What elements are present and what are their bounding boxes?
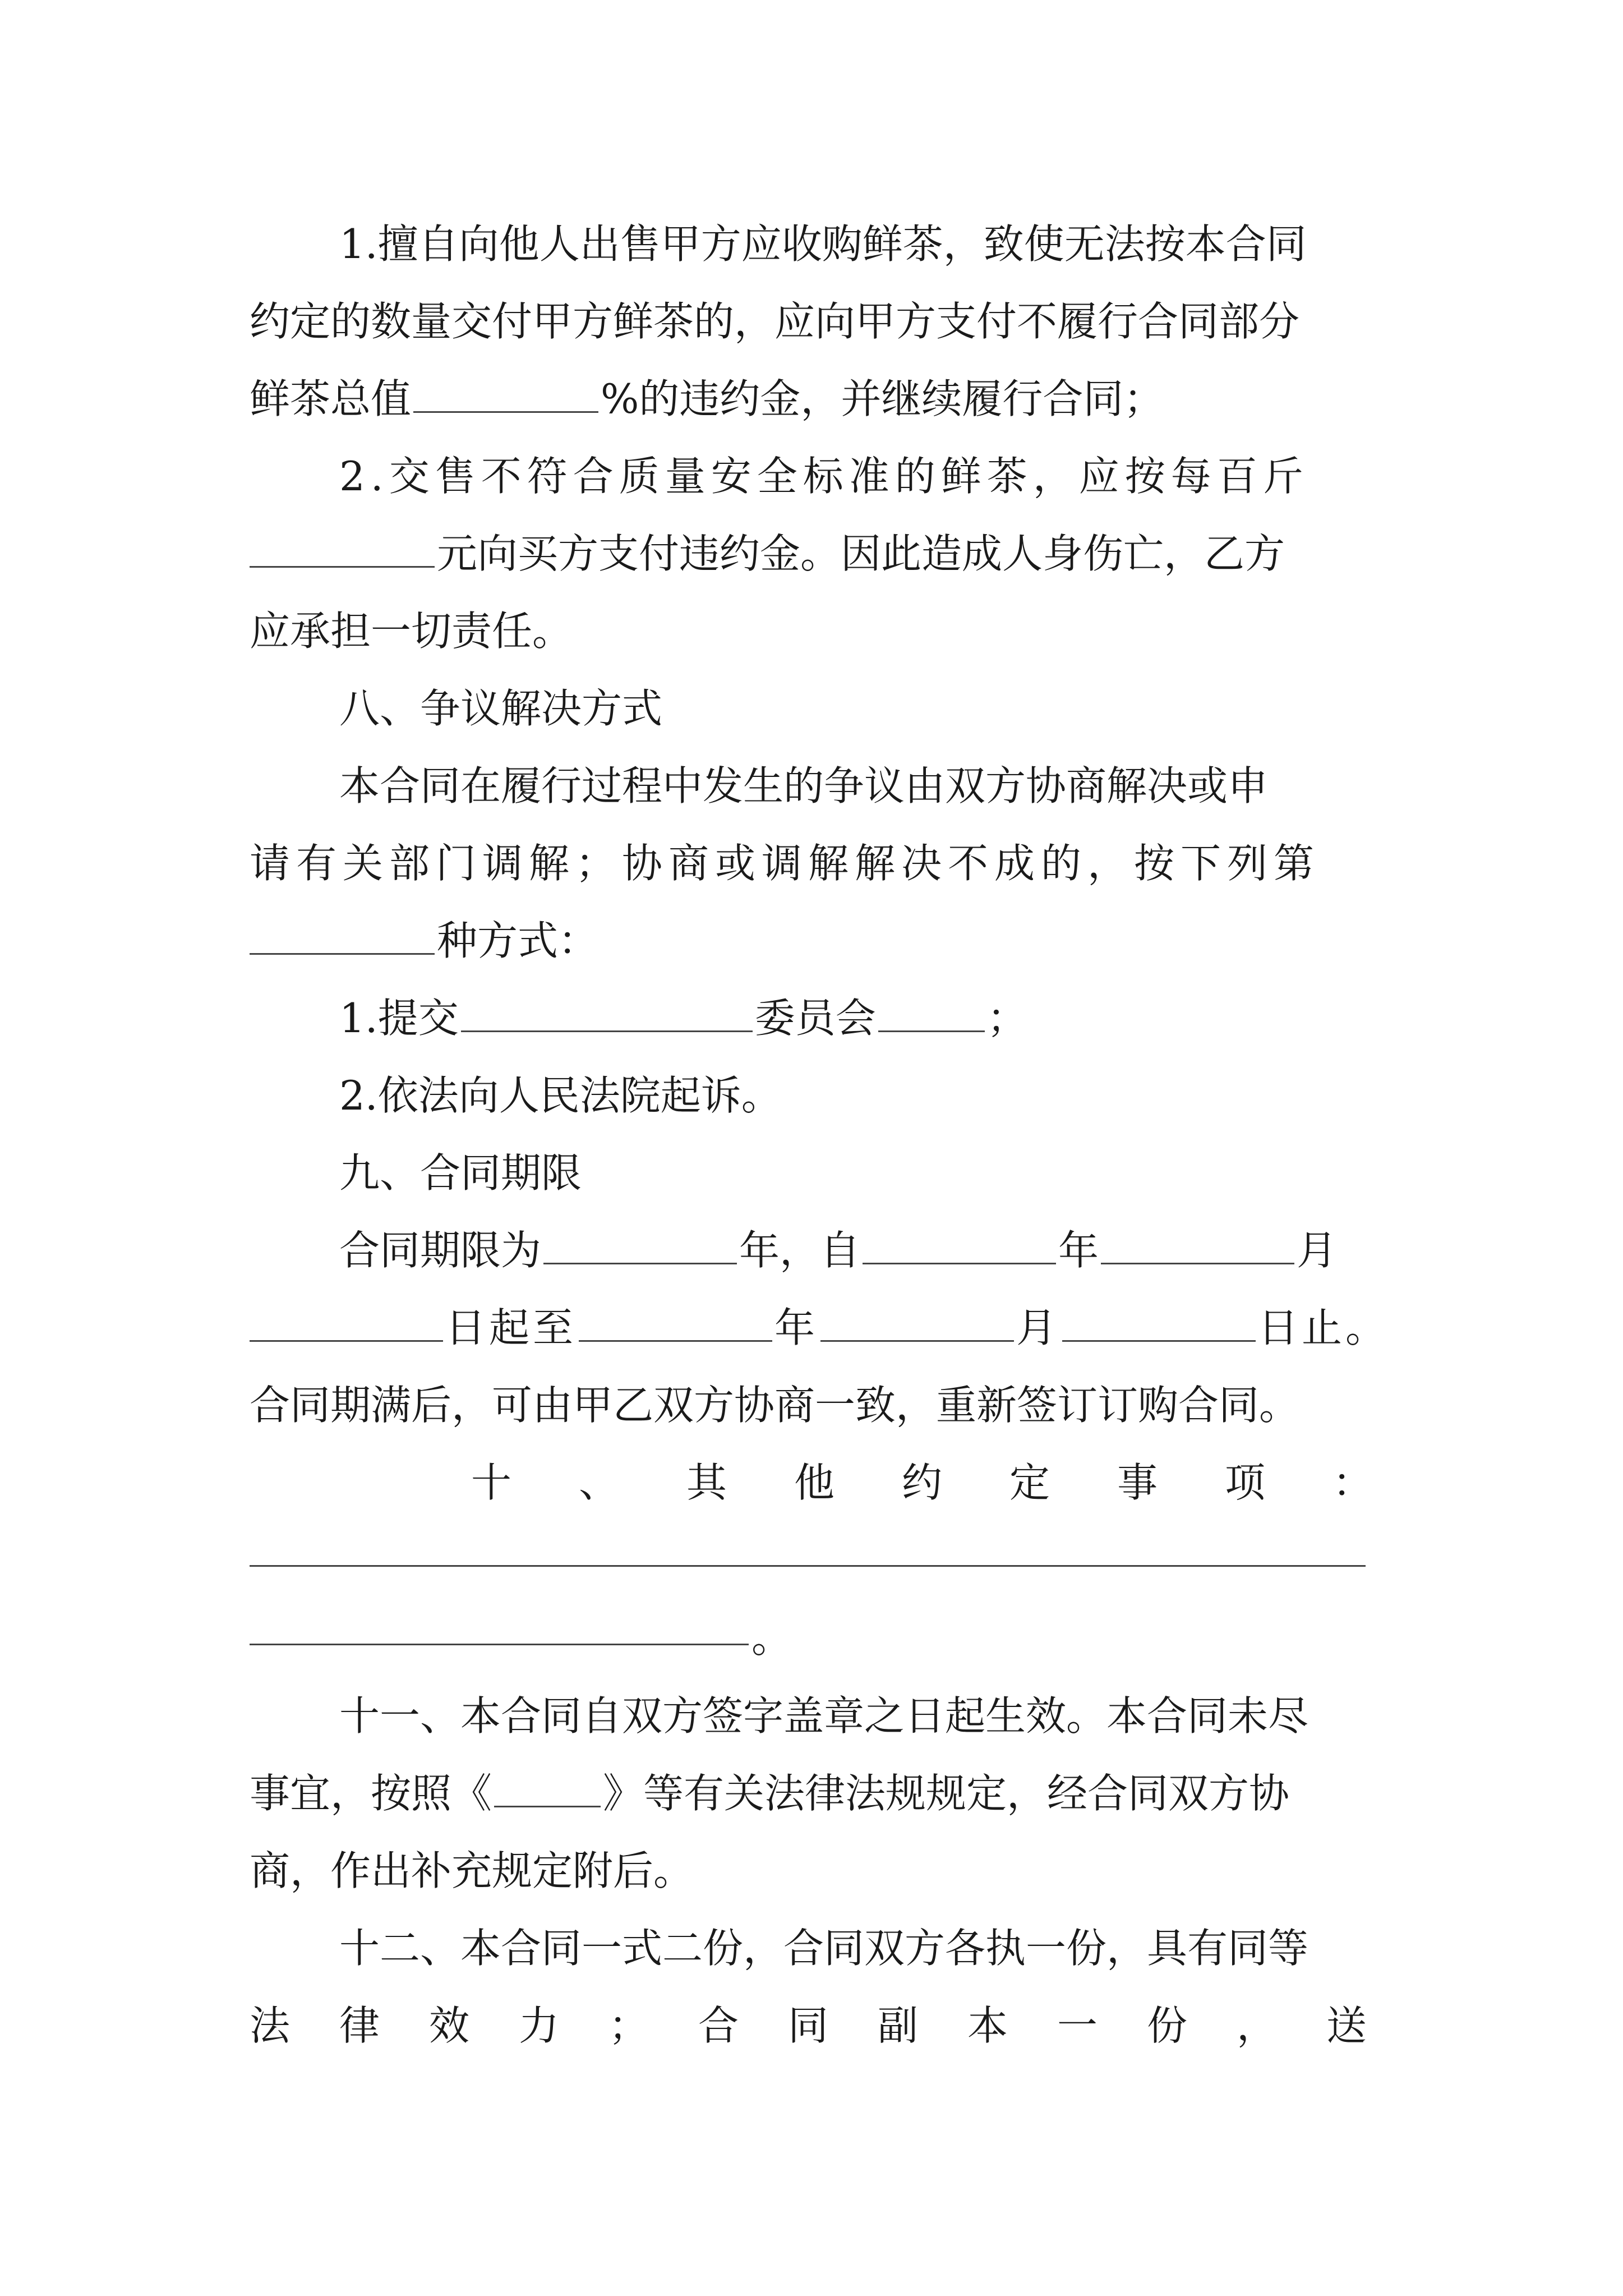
dispute-option-2: 2.依法向人民法院起诉。: [339, 1072, 782, 1119]
blank-field: [878, 1030, 985, 1032]
section-12-line2: 法律效力；合同副本一份，送: [250, 2002, 1417, 2049]
breach-clause-2-line2: 元向买方支付违约金。因此造成人身伤亡，乙方: [250, 514, 1385, 593]
breach-clause-1-line2: 约定的数量交付甲方鲜茶的，应向甲方支付不履行合同部分: [250, 298, 1300, 345]
blank-field: [461, 1030, 753, 1032]
section-12-line1: 十二、本合同一式二份，合同双方各执一份，具有同等: [339, 1925, 1309, 1972]
section-11-line3: 商，作出补充规定附后。: [250, 1847, 694, 1894]
blank-field-long: [250, 1644, 749, 1645]
section-9-heading: 九、合同期限: [339, 1149, 582, 1197]
blank-field: [863, 1262, 1056, 1264]
blank-field: [413, 411, 598, 413]
section-11-line1: 十一、本合同自双方签字盖章之日起生效。本合同未尽: [339, 1692, 1309, 1740]
section-9-line1: 合同期限为 年，自 年 月: [339, 1227, 1338, 1274]
blank-field: [543, 1262, 737, 1264]
breach-clause-1-line3: 鲜茶总值 %的违约金，并继续履行合同；: [250, 375, 1164, 422]
breach-clause-2-line1: 2.交售不符合质量安全标准的鲜茶，应按每百斤: [339, 453, 1309, 500]
blank-field: [1062, 1340, 1256, 1342]
blank-field-long: [250, 1565, 1366, 1567]
blank-field: [820, 1340, 1014, 1342]
breach-clause-1-line1: 1.擅自向他人出售甲方应收购鲜茶，致使无法按本合同: [339, 220, 1307, 268]
blank-field: [250, 1340, 443, 1342]
section-9-line2: 日起至 年 月 日止。: [250, 1289, 1385, 1367]
blank-field: [250, 953, 435, 955]
section-10-heading: 十、其他约定事项：: [471, 1459, 1441, 1506]
section-8-heading: 八、争议解决方式: [339, 685, 663, 732]
blank-field: [1101, 1262, 1294, 1264]
section-10-end-mark: 。: [751, 1614, 792, 1662]
section-8-line2: 请有关部门调解；协商或调解解决不成的，按下列第: [250, 840, 1321, 887]
dispute-option-1: 1.提交 委员会 ；: [339, 995, 1027, 1042]
blank-field: [494, 1805, 601, 1807]
blank-field: [250, 565, 435, 568]
blank-field: [579, 1340, 772, 1342]
section-11-line2: 事宜，按照《 》等有关法律法规规定，经合同双方协: [250, 1770, 1290, 1817]
section-8-line3: 种方式：: [250, 901, 1385, 980]
section-9-line3: 合同期满后，可由甲乙双方协商一致，重新签订订购合同。: [250, 1382, 1300, 1429]
breach-clause-2-line3: 应承担一切责任。: [250, 608, 573, 655]
section-8-line1: 本合同在履行过程中发生的争议由双方协商解决或申: [339, 762, 1269, 809]
